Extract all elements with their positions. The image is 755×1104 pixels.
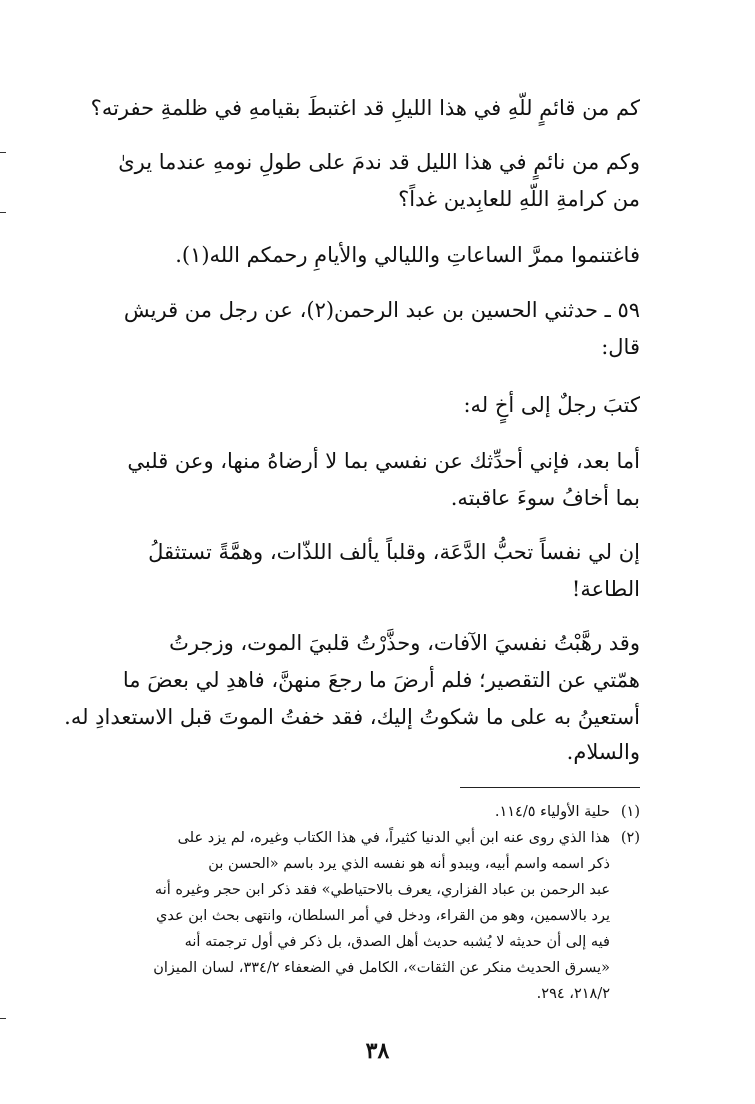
paragraph-6-line-1: أما بعد، فإني أحدِّثك عن نفسي بما لا أرضاهُ منها، وعن قلبي	[127, 449, 640, 473]
margin-mark-2	[0, 212, 6, 213]
paragraph-8-line-3: أستعينُ به على ما شكوتُ إليك، فقد خفتُ الموتَ قبل الاستعدادِ له.	[64, 705, 640, 729]
paragraph-5-line-1: كتبَ رجلٌ إلى أخٍ له:	[463, 393, 640, 417]
paragraph-4-line-1: ٥٩ ـ حدثني الحسين بن عبد الرحمن(٢)، عن رجل من قريش	[123, 298, 640, 322]
paragraph-1-line-1: كم من قائمٍ للّهِ في هذا الليلِ قد اغتبطَ بقيامهِ في ظلمةِ حفرته؟	[90, 96, 640, 120]
paragraph-7-line-2: الطاعة!	[571, 577, 640, 601]
footnote-2-line-5: فيه إلى أن حديثه لا يُشبه حديث أهل الصدق، بل ذكر في أول ترجمته أنه	[184, 934, 610, 950]
footnote-1-line-1: حلية الأولياء ١١٤/٥.	[494, 804, 610, 820]
footnote-2-line-7: ٢١٨/٢، ٢٩٤.	[536, 986, 610, 1002]
paragraph-3-line-1: فاغتنموا ممرَّ الساعاتِ والليالي والأيامِ رحمكم الله(١).	[175, 243, 640, 267]
footnote-2-line-6: «يسرق الحديث منكر عن الثقات»، الكامل في الضعفاء ٣٣٤/٢، لسان الميزان	[153, 960, 610, 976]
footnote-2-line-1: هذا الذي روى عنه ابن أبي الدنيا كثيراً، في هذا الكتاب وغيره، لم يزد على	[177, 830, 610, 846]
footnote-2-number: (٢)	[620, 830, 640, 846]
footnote-2-line-3: عبد الرحمن بن عباد الفزاري، يعرف بالاحتياطي» فقد ذكر ابن حجر وغيره أنه	[154, 882, 610, 898]
footnote-separator	[460, 787, 640, 788]
paragraph-8-line-4: والسلام.	[566, 740, 640, 764]
margin-mark-1	[0, 152, 6, 153]
paragraph-8-line-2: همّتي عن التقصير؛ فلم أرضَ ما رجعَ منهنَّ، فاهدِ لي بعضَ ما	[122, 668, 640, 692]
paragraph-2-line-2: من كرامةِ اللّهِ للعابِدين غداً؟	[398, 187, 640, 211]
paragraph-6-line-2: بما أخافُ سوءَ عاقبته.	[450, 486, 640, 510]
margin-mark-3	[0, 1018, 6, 1019]
paragraph-8-line-1: وقد رهَّبْتُ نفسيَ الآفات، وحذَّرْتُ قلبيَ الموت، وزجرتُ	[169, 631, 640, 655]
footnote-1	[110, 800, 640, 824]
paragraph-2-line-1: وكم من نائمٍ في هذا الليل قد ندمَ على طولِ نومهِ عندما يرىٰ	[118, 150, 640, 174]
page-number: ٣٨	[365, 1038, 390, 1064]
footnote-2-line-2: ذكر اسمه واسم أبيه، ويبدو أنه هو نفسه الذي يرد باسم «الحسن بن	[208, 856, 610, 872]
footnote-2-line-4: يرد بالاسمين، وهو من القراء، ودخل في أمر السلطان، وانتهى بحث ابن عدي	[155, 908, 610, 924]
paragraph-7-line-1: إن لي نفساً تحبُّ الدَّعَة، وقلباً يألف اللذّات، وهمَّةً تستثقلُ	[148, 540, 640, 564]
footnote-2	[110, 826, 640, 850]
footnote-1-number: (١)	[620, 804, 640, 820]
paragraph-4-line-2: قال:	[601, 335, 640, 359]
